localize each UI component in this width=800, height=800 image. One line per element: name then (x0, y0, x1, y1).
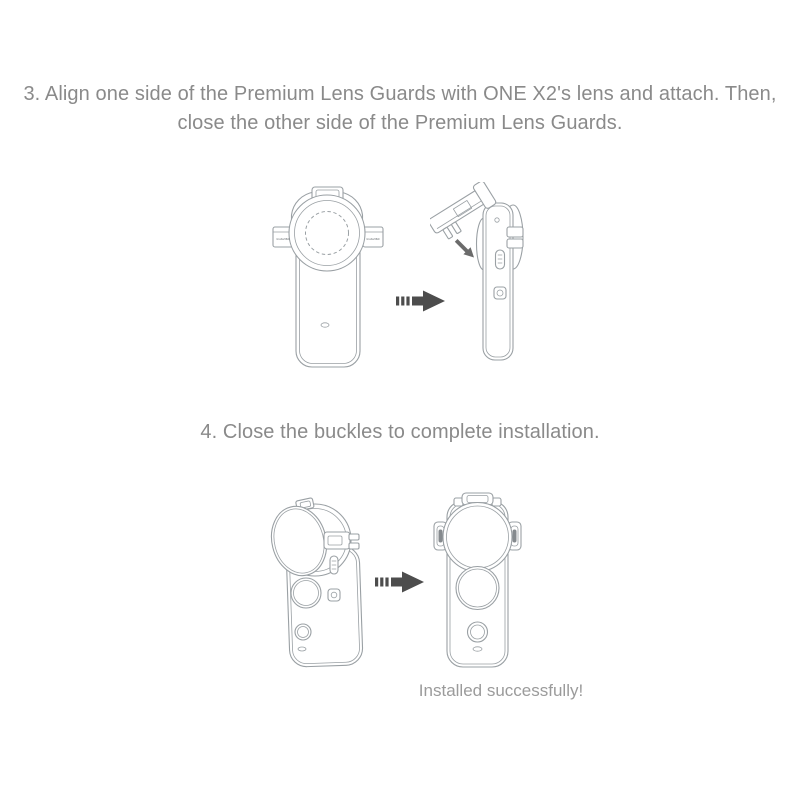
step3-heading-line2: close the other side of the Premium Lens Guards. (177, 112, 623, 134)
step3-heading-line1: 3. Align one side of the Premium Lens Guards with ONE X2's lens and attach. Then, (23, 83, 777, 105)
step3-heading (0, 80, 800, 138)
power-button (494, 287, 506, 299)
small-arrow-down-right-icon (455, 239, 474, 258)
power-button (328, 589, 340, 601)
guard-hinge (507, 227, 523, 237)
lens-guard (289, 195, 365, 271)
lens-guard (443, 503, 512, 572)
left-tab-brand-label: Insta360 (276, 237, 290, 241)
front-lens (291, 578, 321, 608)
success-caption: Installed successfully! (418, 681, 584, 700)
step3-side-view-illustration (430, 182, 530, 362)
front-lens (456, 567, 499, 610)
right-tab-brand-label: Insta360 (366, 237, 380, 241)
step4-installed-illustration (428, 487, 528, 672)
usb-port (496, 250, 505, 269)
dashed-arrow-right-icon (375, 570, 427, 594)
step4-three-quarter-illustration (268, 485, 368, 675)
step4-heading-line: 4. Close the buckles to complete installation. (200, 421, 600, 443)
step4-heading (0, 418, 800, 447)
step3-front-view-illustration (267, 182, 389, 372)
